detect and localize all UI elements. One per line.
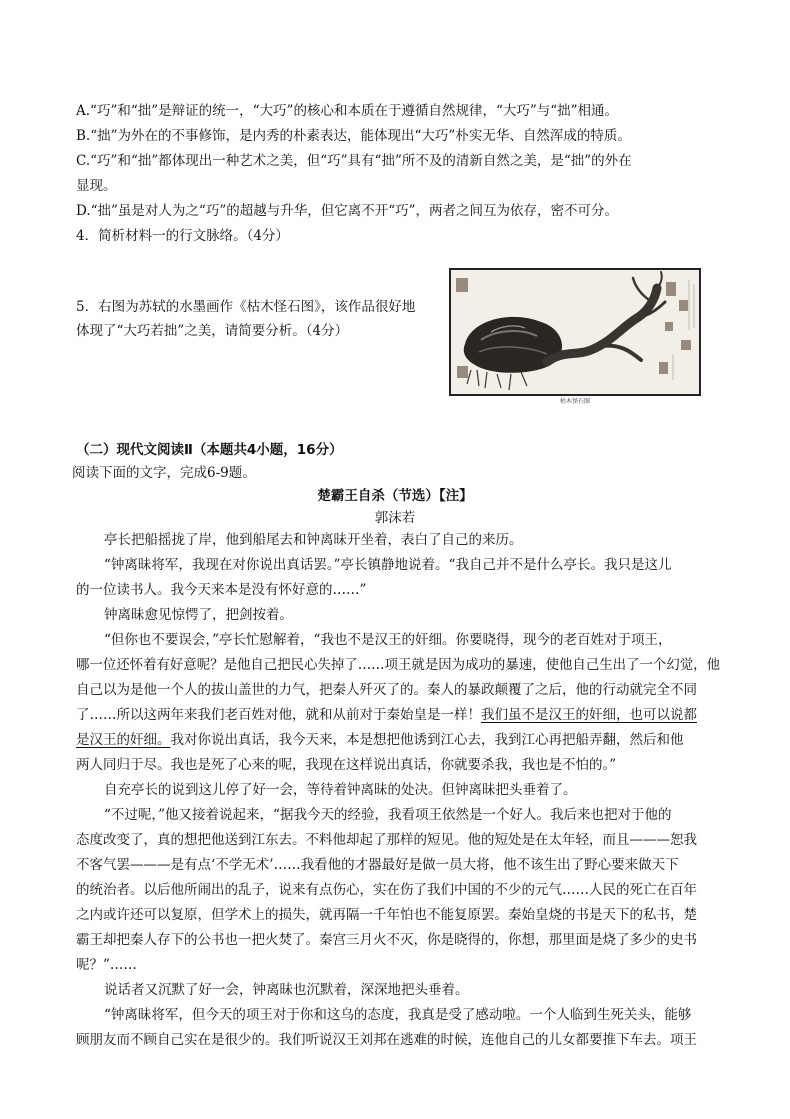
- passage-line: 哪一位还怀着有好意呢？是他自己把民心失掉了……项王就是因为成功的暴速，使他自己生出了一个幻觉，他: [76, 657, 720, 673]
- passage-text: 我对你说出真话，我今天来，本是想把他诱到江心去，我到江心再把船弄翻，然后和他: [170, 732, 684, 748]
- painting-illustration: [451, 270, 699, 394]
- option-c: C.“巧”和“拙”都体现出一种艺术之美，但“巧”具有“拙”所不及的清新自然之美，是“拙”的外在: [76, 153, 632, 169]
- painting-caption: 枯木怪石图: [559, 398, 590, 405]
- passage-line: 呢？”……: [76, 957, 137, 973]
- passage-line: 霸王却把秦人存下的公书也一把火焚了。秦宫三月火不灭，你是晓得的，你想，那里面是烧了多少的史书: [76, 932, 697, 948]
- question-5: 5．右图为苏轼的水墨画作《枯木怪石图》，该作品很好地体现了“大巧若拙”之美，请简要分析。（4分）: [76, 299, 416, 339]
- option-d: D.“拙”虽是对人为之“巧”的超越与升华，但它离不开“巧”，两者之间互为依存，密不可分。: [76, 203, 619, 219]
- option-a: A.“巧”和“拙”是辩证的统一，“大巧”的核心和本质在于遵循自然规律，“大巧”与“拙”相通。: [76, 103, 619, 119]
- passage-line: 钟离昧愈见惊愕了，把剑按着。: [104, 607, 293, 623]
- section-instruction: 阅读下面的文字，完成6-9题。: [72, 465, 256, 481]
- passage-title: 楚霸王自杀（节选）【注】: [317, 488, 473, 504]
- option-b: B.“拙”为外在的不事修饰，是内秀的朴素表达，能体现出“大巧”朴实无华、自然浑成的特质。: [76, 128, 631, 144]
- passage-line: 之内或许还可以复原，但学术上的损失，就再隔一千年怕也不能复原罢。秦始皇烧的书是天下的私书，楚: [76, 907, 697, 923]
- passage-line: 的一位读书人。我今天来本是没有怀好意的……”: [76, 582, 367, 598]
- passage-author: 郭沫若: [374, 510, 416, 526]
- passage-line: “钟离昧将军，我现在对你说出真话罢。”亭长镇静地说着。“我自己并不是什么亭长。我只是这儿: [104, 557, 672, 573]
- passage-line: “但你也不要误会，”亭长忙慰解着，“我也不是汉王的奸细。你要晓得，现今的老百姓对于项王，: [104, 632, 672, 648]
- passage-line: 亭长把船摇拢了岸，他到船尾去和钟离昧开坐着，表白了自己的来历。: [104, 532, 523, 548]
- passage-line: 态度改变了，真的想把他送到江东去。不料他却起了那样的短见。他的短处是在太年轻，而且———恕我: [76, 832, 697, 848]
- passage-text: 了……所以这两年来我们老百姓对他，就和从前对于秦始皇是一样！: [76, 707, 481, 723]
- painting-image: [449, 268, 701, 396]
- passage-line: [76, 705, 697, 725]
- passage-line: 两人同归于尽。我也是死了心来的呢，我现在这样说出真话，你就要杀我，我也是不怕的。”: [76, 757, 617, 773]
- passage-line: 的统治者。以后他所闹出的乱子，说来有点伤心，实在伤了我们中国的不少的元气……人民的死亡在百年: [76, 882, 697, 898]
- underlined-sentence: 我们虽不是汉王的奸细，也可以说都: [481, 707, 697, 723]
- passage-line: 不客气罢———是有点‘不学无术’……我看他的才器最好是做一员大将，他不该生出了野心要来做天下: [76, 857, 679, 873]
- passage-line: 说话者又沉默了好一会，钟离昧也沉默着，深深地把头垂着。: [104, 982, 469, 998]
- question-4: 4．简析材料一的行文脉络。（4分）: [76, 228, 289, 244]
- passage-line: “钟离昧将军，但今天的项王对于你和这乌的态度，我真是受了感动啦。一个人临到生死关头，能够: [104, 1007, 692, 1023]
- passage-line: 自充亭长的说到这儿停了好一会，等待着钟离昧的处决。但钟离昧把头垂着了。: [104, 782, 577, 798]
- passage-line: “不过呢，”他又接着说起来，“据我今天的经验，我看项王依然是一个好人。我后来也把对于他的: [104, 807, 672, 823]
- section-heading: （二）现代文阅读Ⅱ（本题共4小题，16分）: [76, 442, 343, 458]
- passage-line: 自己以为是他一个人的拔山盖世的力气，把秦人歼灭了的。秦人的暴政颠覆了之后，他的行动就完全不同: [76, 682, 697, 698]
- passage-line: [76, 730, 684, 750]
- passage-line: 顾朋友而不顾自己实在是很少的。我们听说汉王刘邦在逃难的时候，连他自己的儿女都要推下车去。项王: [76, 1032, 697, 1048]
- underlined-sentence-end: 是汉王的奸细。: [76, 732, 171, 748]
- option-c-continued: 显现。: [76, 178, 117, 194]
